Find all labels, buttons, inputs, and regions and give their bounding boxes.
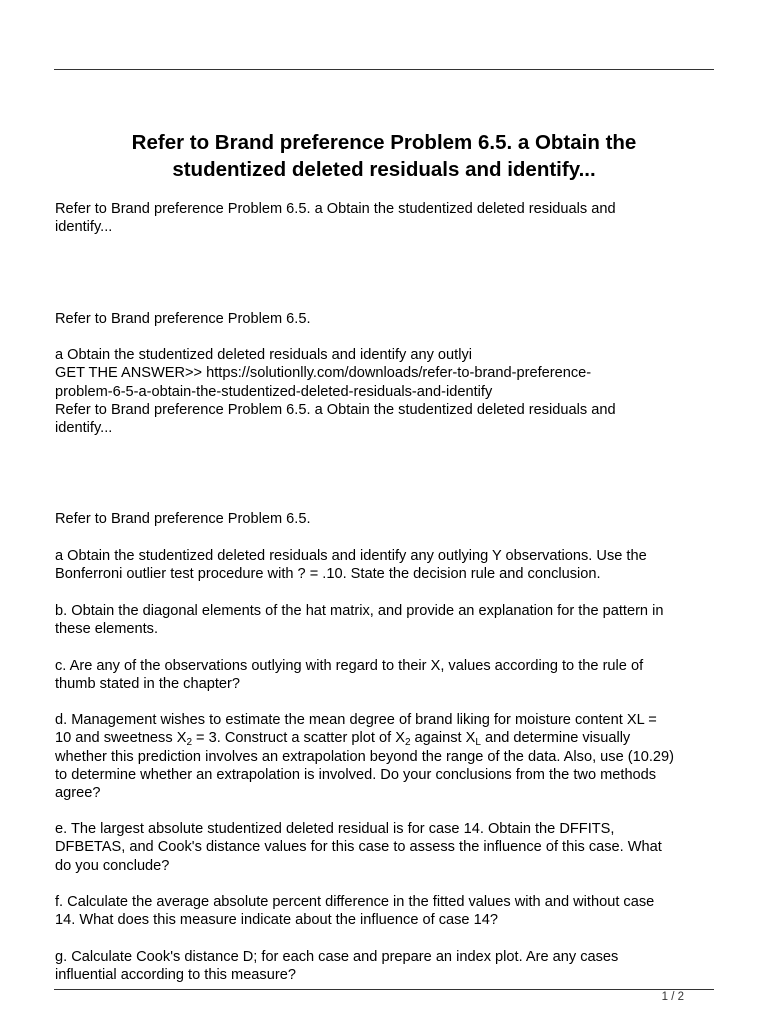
text-fragment: = 3. Construct a scatter plot of X [192, 730, 405, 747]
title-line: Refer to Brand preference Problem 6.5. a Obtain the [131, 131, 637, 154]
subscript: 2 [186, 737, 192, 749]
question-d [55, 711, 715, 802]
reference-line-2 [55, 510, 715, 528]
text-line: influential according to this measure? [55, 967, 296, 984]
text-line: to determine whether an extrapolation is involved. Do your conclusions from the two methods [55, 766, 657, 783]
text-line: e. The largest absolute studentized deleted residual is for case 14. Obtain the DFFITS, [55, 821, 615, 837]
title-line: studentized deleted residuals and identify... [172, 158, 596, 181]
text-line [55, 729, 715, 747]
question-c [55, 657, 715, 694]
question-g [55, 948, 715, 985]
question-a [55, 547, 715, 584]
answer-block [55, 346, 715, 437]
text-fragment: 10 and sweetness X [55, 730, 187, 747]
text-line: a Obtain the studentized deleted residuals and identify any outlying Y observations. Use the [55, 548, 647, 564]
question-b [55, 602, 715, 639]
text-line: Refer to Brand preference Problem 6.5. a Obtain the studentized deleted residuals and [55, 401, 616, 418]
text-fragment: and determine visually [480, 730, 631, 747]
text-fragment: against X [410, 730, 476, 747]
intro-paragraph [55, 200, 715, 237]
text-line: do you conclude? [55, 857, 170, 874]
text-line: a Obtain the studentized deleted residuals and identify any outlyi [55, 347, 473, 363]
question-e [55, 820, 715, 875]
text-line: d. Management wishes to estimate the mean degree of brand liking for moisture content XL = [55, 712, 657, 728]
text-line: DFBETAS, and Cook's distance values for this case to assess the influence of this case. What [55, 839, 662, 856]
text-line: f. Calculate the average absolute percent difference in the fitted values with and without case [55, 894, 655, 910]
text-line: identify... [55, 420, 113, 437]
text-line: thumb stated in the chapter? [55, 676, 240, 693]
reference-line-1 [55, 310, 715, 328]
bottom-divider [54, 989, 714, 990]
text-line: Refer to Brand preference Problem 6.5. [55, 511, 311, 527]
text-line: identify... [55, 219, 113, 236]
text-line: Refer to Brand preference Problem 6.5. [55, 311, 311, 327]
text-line: g. Calculate Cook's distance D; for each case and prepare an index plot. Are any cases [55, 949, 619, 965]
text-line: b. Obtain the diagonal elements of the hat matrix, and provide an explanation for the pattern in [55, 603, 664, 619]
top-divider [54, 69, 714, 70]
page-number: 1 / 2 [661, 991, 684, 1003]
answer-link-line[interactable]: GET THE ANSWER>> https://solutionlly.com/downloads/refer-to-brand-preference- [55, 365, 592, 382]
question-f [55, 893, 715, 930]
subscript: L [475, 737, 481, 749]
subscript: 2 [404, 737, 411, 749]
text-line: Bonferroni outlier test procedure with ? = .10. State the decision rule and conclusion. [55, 566, 601, 583]
document-title [54, 129, 714, 183]
answer-link-line[interactable]: problem-6-5-a-obtain-the-studentized-deleted-residuals-and-identify [55, 383, 493, 400]
text-line: 14. What does this measure indicate about the influence of case 14? [55, 912, 498, 929]
text-line: these elements. [55, 621, 159, 638]
text-line: whether this prediction involves an extrapolation beyond the range of the data. Also, use (10.29) [55, 748, 675, 765]
text-line: c. Are any of the observations outlying with regard to their X, values according to the rule of [55, 658, 644, 674]
text-line: agree? [55, 785, 101, 802]
text-line: Refer to Brand preference Problem 6.5. a Obtain the studentized deleted residuals and [55, 201, 616, 217]
